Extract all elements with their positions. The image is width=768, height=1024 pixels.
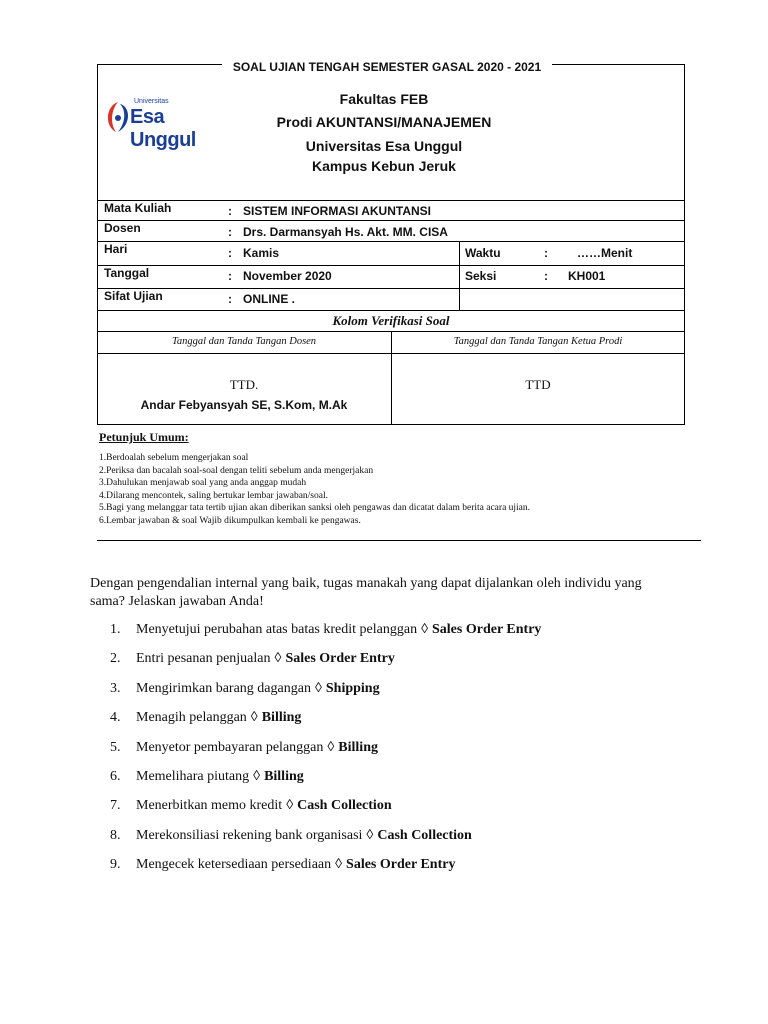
colon: :	[544, 269, 548, 283]
verification-title: Kolom Verifikasi Soal	[332, 313, 450, 328]
divider	[97, 540, 701, 541]
diamond-icon: ◊	[366, 827, 374, 843]
question-text: Dengan pengendalian internal yang baik, tugas manakah yang dapat dijalankan oleh individu yang sama? Jelaskan jawaban Anda!	[90, 576, 642, 609]
item-role: Sales Order Entry	[346, 857, 456, 873]
item-text: Merekonsiliasi rekening bank organisasi	[136, 827, 363, 843]
list-item: 2.Periksa dan bacalah soal-soal dengan teliti sebelum anda mengerjakan	[99, 465, 374, 476]
faculty-name: Fakultas FEB	[339, 91, 429, 107]
list-item	[110, 798, 541, 827]
colon: :	[228, 204, 232, 218]
tanggal-value: November 2020	[243, 269, 332, 283]
lecturer-ttd: TTD.	[229, 377, 259, 392]
item-role: Cash Collection	[297, 798, 392, 814]
list-item	[110, 710, 541, 739]
diamond-icon: ◊	[314, 680, 322, 696]
divider	[459, 241, 460, 310]
hari-label: Hari	[104, 242, 128, 256]
list-item: 6.Lembar jawaban & soal Wajib dikumpulkan kembali ke pengawas.	[99, 515, 361, 526]
seksi-value: KH001	[568, 269, 606, 283]
mata-kuliah-label: Mata Kuliah	[104, 201, 172, 215]
list-item: 4.Dilarang mencontek, saling bertukar lembar jawaban/soal.	[99, 490, 328, 501]
sifat-ujian-label: Sifat Ujian	[104, 289, 163, 303]
logo-wordmark: Esa Unggul	[130, 106, 196, 151]
divider	[97, 220, 685, 221]
university-name: Universitas Esa Unggul	[305, 138, 463, 154]
head-ttd: TTD	[525, 377, 551, 392]
list-item	[110, 740, 541, 769]
divider	[97, 288, 685, 289]
dosen-label: Dosen	[104, 221, 141, 235]
item-role: Sales Order Entry	[285, 651, 395, 667]
item-text: Mengirimkan barang dagangan	[136, 680, 311, 696]
seksi-label: Seksi	[465, 269, 497, 283]
item-text: Mengecek ketersediaan persediaan	[136, 857, 332, 873]
diamond-icon: ◊	[274, 651, 282, 667]
item-role: Cash Collection	[377, 827, 472, 843]
item-number: 6.	[110, 768, 121, 784]
colon: :	[228, 225, 232, 239]
item-number: 8.	[110, 827, 121, 843]
answer-list	[110, 622, 541, 887]
mata-kuliah-value: SISTEM INFORMASI AKUNTANSI	[243, 204, 431, 218]
item-text: Memelihara piutang	[136, 768, 250, 784]
diamond-icon: ◊	[253, 768, 261, 784]
item-role: Billing	[261, 710, 302, 726]
campus-name: Kampus Kebun Jeruk	[312, 158, 456, 174]
item-number: 2.	[110, 651, 121, 667]
list-item	[110, 769, 541, 798]
list-item: 3.Dahulukan menjawab soal yang anda anggap mudah	[99, 478, 307, 488]
item-role: Sales Order Entry	[432, 622, 542, 637]
waktu-value: ……Menit	[577, 246, 633, 260]
list-item	[110, 622, 541, 651]
item-role: Billing	[338, 739, 378, 755]
item-number: 4.	[110, 710, 121, 726]
list-item: 5.Bagi yang melanggar tata tertib ujian akan diberikan sanksi oleh pengawas dan dicatat dalam berita acara ujian.	[99, 503, 531, 513]
university-logo	[104, 96, 208, 151]
item-role: Billing	[264, 768, 304, 784]
item-text: Entri pesanan penjualan	[136, 651, 271, 667]
list-item	[110, 828, 541, 857]
waktu-label: Waktu	[465, 246, 501, 260]
petunjuk-list	[99, 452, 530, 527]
diamond-icon: ◊	[335, 857, 343, 873]
logo-caption: Universitas	[134, 98, 169, 105]
divider	[97, 200, 685, 201]
lecturer-signature-header: Tanggal dan Tanda Tangan Dosen	[171, 336, 317, 347]
list-item: 1.Berdoalah sebelum mengerjakan soal	[99, 453, 249, 463]
dosen-value: Drs. Darmansyah Hs. Akt. MM. CISA	[243, 225, 448, 239]
item-number: 7.	[110, 798, 121, 814]
item-number: 5.	[110, 739, 121, 755]
tanggal-label: Tanggal	[104, 266, 150, 280]
colon: :	[544, 246, 548, 260]
petunjuk-heading: Petunjuk Umum:	[99, 430, 189, 444]
list-item	[110, 651, 541, 680]
diamond-icon: ◊	[421, 622, 428, 637]
item-number: 3.	[110, 680, 121, 696]
diamond-icon: ◊	[250, 710, 258, 726]
divider	[97, 265, 685, 266]
item-text: Menyetor pembayaran pelanggan	[136, 739, 324, 755]
diamond-icon: ◊	[286, 798, 294, 814]
colon: :	[228, 269, 232, 283]
colon: :	[228, 292, 232, 306]
item-role: Shipping	[325, 680, 380, 696]
exam-title: SOAL UJIAN TENGAH SEMESTER GASAL 2020 - 2021	[222, 60, 552, 74]
head-signature-header: Tanggal dan Tanda Tangan Ketua Prodi	[453, 336, 623, 347]
item-text: Menerbitkan memo kredit	[136, 798, 283, 814]
divider	[97, 241, 685, 242]
item-number: 1.	[110, 622, 121, 637]
item-text: Menyetujui perubahan atas batas kredit pelanggan	[136, 622, 418, 637]
hari-value: Kamis	[243, 246, 280, 260]
sifat-ujian-value: ONLINE .	[243, 292, 296, 306]
item-text: Menagih pelanggan	[136, 710, 247, 726]
divider	[97, 310, 685, 311]
diamond-icon: ◊	[327, 739, 335, 755]
list-item	[110, 681, 541, 710]
list-item	[110, 857, 541, 886]
lecturer-name: Andar Febyansyah SE, S.Kom, M.Ak	[140, 398, 348, 412]
program-name: Prodi AKUNTANSI/MANAJEMEN	[276, 114, 492, 130]
item-number: 9.	[110, 857, 121, 873]
colon: :	[228, 246, 232, 260]
